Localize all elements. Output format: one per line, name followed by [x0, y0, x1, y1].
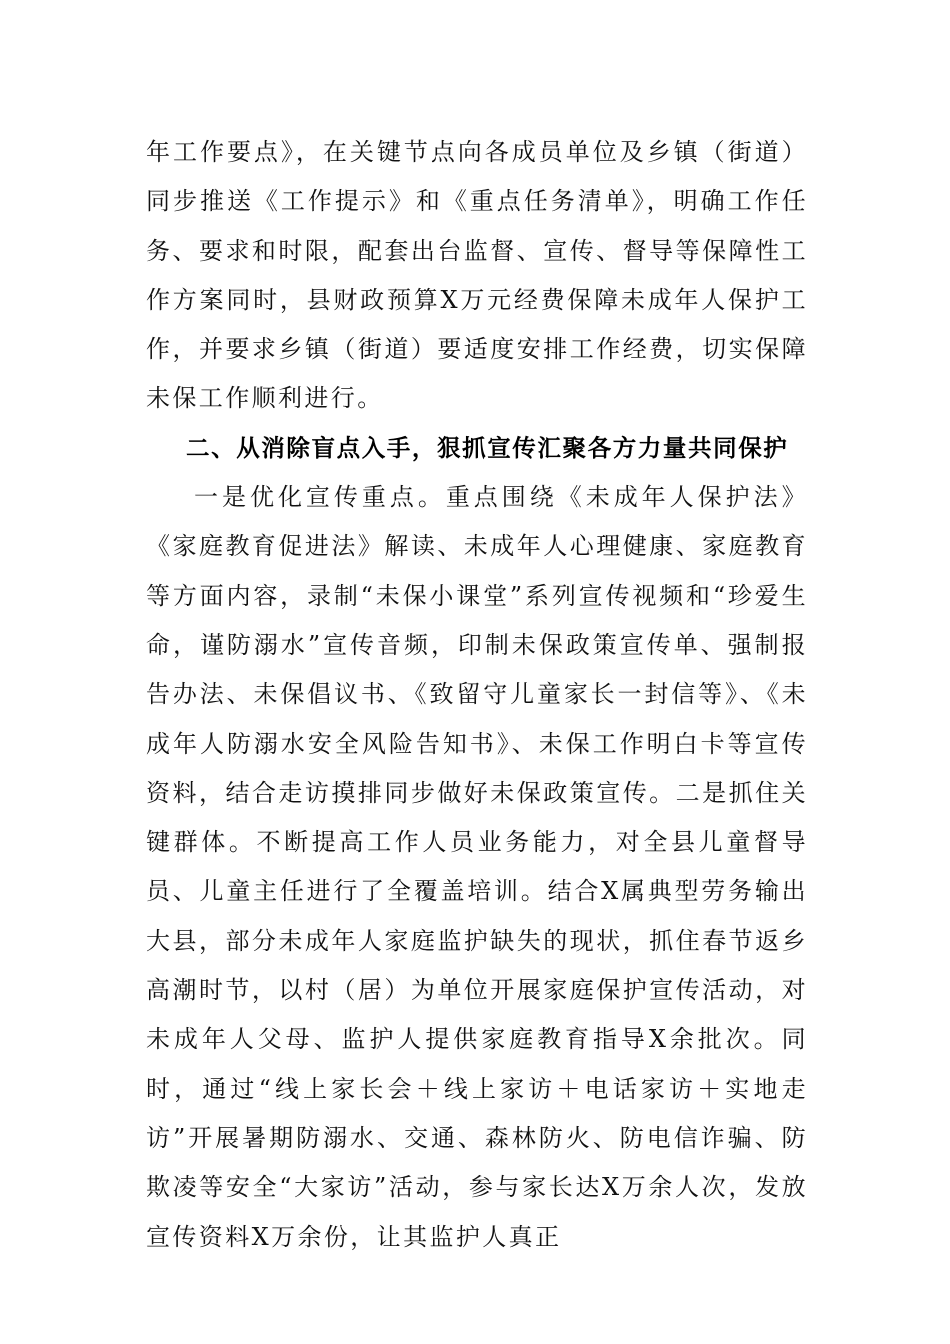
section-heading: 二、从消除盲点入手，狠抓宣传汇聚各方力量共同保护	[186, 433, 789, 462]
document-body	[146, 128, 808, 1262]
paragraph-continuation: 年工作要点》，在关键节点向各成员单位及乡镇（街道）同步推送《工作提示》和《重点任务清单》，明确工作任务、要求和时限，配套出台监督、宣传、督导等保障性工作方案同时，县财政预算X万元经费保障未成年人保护工作，并要求乡镇（街道）要适度安排工作经费，切实保障未保工作顺利进行。	[146, 138, 808, 413]
paragraph-body: 一是优化宣传重点。重点围绕《未成年人保护法》《家庭教育促进法》解读、未成年人心理健康、家庭教育等方面内容，录制“未保小课堂”系列宣传视频和“珍爱生命，谨防溺水”宣传音频，印制未保政策宣传单、强制报告办法、未保倡议书、《致留守儿童家长一封信等》、《未成年人防溺水安全风险告知书》、未保工作明白卡等宣传资料，结合走访摸排同步做好未保政策宣传。二是抓住关键群体。不断提高工作人员业务能力，对全县儿童督导员、儿童主任进行了全覆盖培训。结合X属典型劳务输出大县，部分未成年人家庭监护缺失的现状，抓住春节返乡高潮时节，以村（居）为单位开展家庭保护宣传活动，对未成年人父母、监护人提供家庭教育指导X余批次。同时，通过“线上家长会＋线上家访＋电话家访＋实地走访”开展暑期防溺水、交通、森林防火、防电信诈骗、防欺凌等安全“大家访”活动，参与家长达X万余人次，发放宣传资料X万余份，让其监护人真正	[146, 483, 808, 1251]
